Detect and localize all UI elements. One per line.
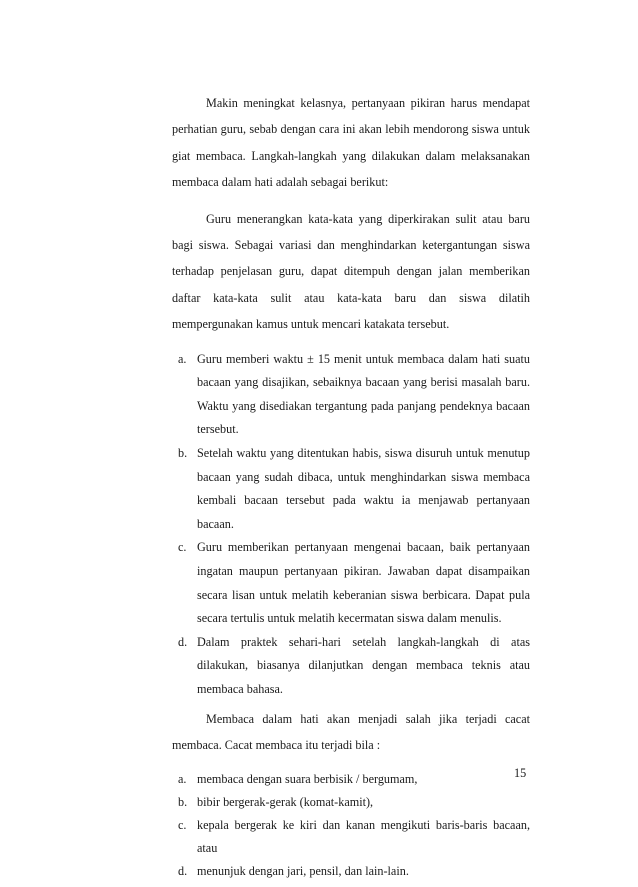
list-item bbox=[172, 631, 530, 702]
list-item bbox=[172, 536, 530, 630]
page-number: 15 bbox=[514, 766, 527, 780]
list-item bbox=[172, 442, 530, 536]
list-item-text: Guru memberikan pertanyaan mengenai bacaan, baik pertanyaan ingatan maupun pertanyaan pikiran. Jawaban dapat disampaikan secara lisan untuk melatih keberanian siswa berbicara. Dapat pula secara tertulis untuk melatih kecermatan siswa dalam menulis. bbox=[197, 540, 530, 626]
paragraph-intro: Makin meningkat kelasnya, pertanyaan pikiran harus mendapat perhatian guru, sebab dengan cara ini akan lebih mendorong siswa untuk giat membaca. Langkah-langkah yang dilakukan dalam melaksanakan membaca dalam hati adalah sebagai berikut: bbox=[172, 96, 530, 190]
list-marker: b. bbox=[178, 795, 188, 810]
list-item-text: Guru memberi waktu ± 15 menit untuk membaca dalam hati suatu bacaan yang disajikan, sebaiknya bacaan yang berisi masalah baru. Waktu yang disediakan tergantung pada panjang pendeknya bacaan tersebut. bbox=[197, 351, 530, 437]
list-item bbox=[172, 814, 530, 860]
list-marker: c. bbox=[178, 540, 187, 555]
list-marker: d. bbox=[178, 864, 188, 879]
list-item bbox=[172, 348, 530, 442]
paragraph-defects-intro: Membaca dalam hati akan menjadi salah jika terjadi cacat membaca. Cacat membaca itu terjadi bila : bbox=[172, 711, 530, 752]
steps-list bbox=[172, 348, 530, 702]
list-item bbox=[172, 791, 530, 814]
body-text bbox=[172, 90, 530, 887]
list-marker: b. bbox=[178, 446, 188, 461]
list-item-text: kepala bergerak ke kiri dan kanan mengikuti baris-baris bacaan, atau bbox=[197, 818, 530, 856]
list-item bbox=[172, 768, 530, 791]
list-item bbox=[172, 860, 530, 883]
list-item-text: membaca dengan suara berbisik / bergumam, bbox=[197, 772, 418, 787]
list-marker: d. bbox=[178, 634, 188, 649]
list-item-text: menunjuk dengan jari, pensil, dan lain-lain. bbox=[197, 864, 409, 879]
list-marker: a. bbox=[178, 351, 187, 366]
list-item-text: bibir bergerak-gerak (komat-kamit), bbox=[197, 795, 374, 810]
list-marker: c. bbox=[178, 818, 187, 833]
list-marker: a. bbox=[178, 772, 187, 787]
list-item-text: Setelah waktu yang ditentukan habis, siswa disuruh untuk menutup bacaan yang sudah dibaca, untuk menghindarkan siswa membaca kembali bacaan tersebut pada waktu ia menjawab pertanyaan bacaan. bbox=[197, 446, 530, 531]
list-item-text: Dalam praktek sehari-hari setelah langkah-langkah di atas dilakukan, biasanya dilanjutkan dengan membaca teknis atau membaca bahasa. bbox=[197, 634, 530, 696]
paragraph-vocabulary: Guru menerangkan kata-kata yang diperkirakan sulit atau baru bagi siswa. Sebagai variasi dan menghindarkan ketergantungan siswa terhadap penjelasan guru, dapat ditempuh dengan jalan memberikan daftar kata-kata sulit atau kata-kata baru dan siswa dilatih mempergunakan kamus untuk mencari katakata tersebut. bbox=[172, 211, 530, 332]
